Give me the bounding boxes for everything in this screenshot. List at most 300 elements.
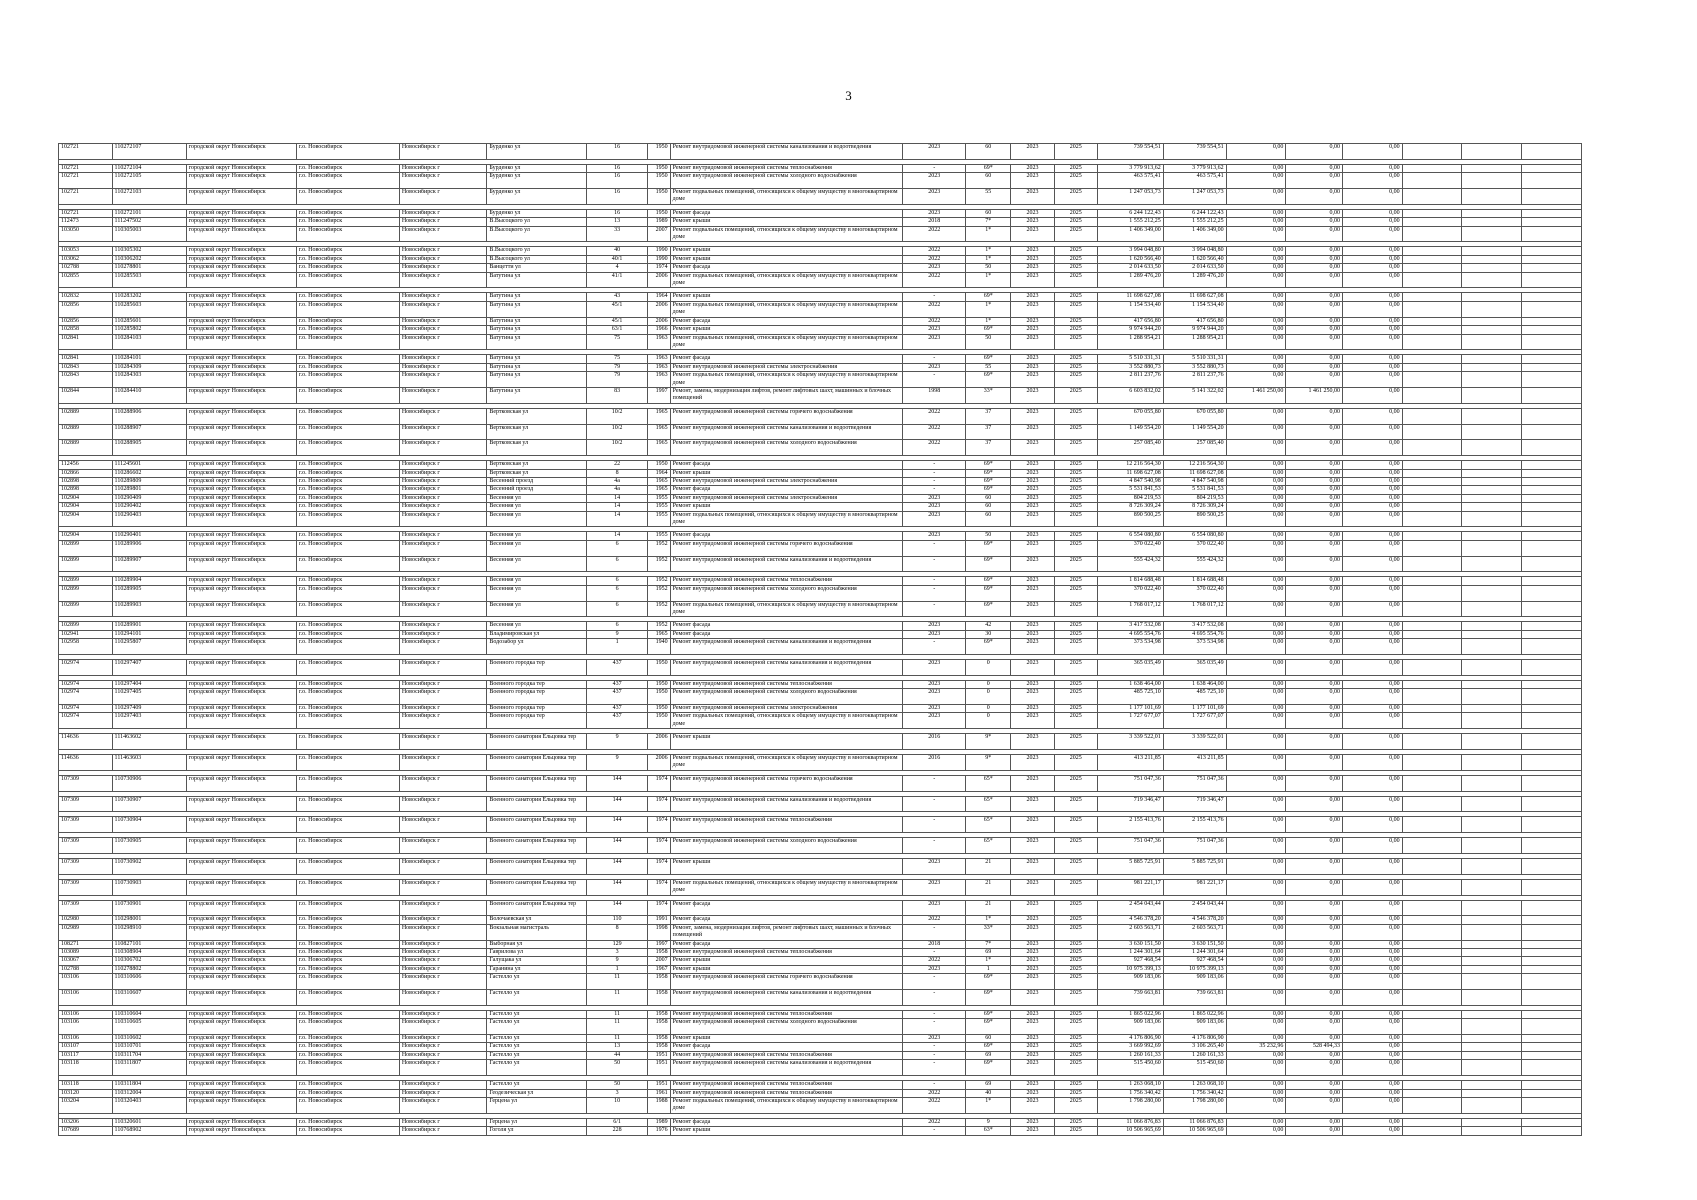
cell-empty: [1402, 255, 1462, 263]
cell-fund-cost: 751 047,36: [1163, 775, 1226, 791]
cell-locality: Новосибирск г: [399, 755, 487, 771]
cell-street: Волочаевская ул: [487, 916, 587, 924]
cell-work-id: 110298001: [112, 916, 186, 924]
cell-street: Весенняя ул: [487, 511, 587, 527]
cell-empty: [1522, 408, 1582, 424]
cell-budget-cost: 0,00: [1226, 924, 1286, 940]
cell-other-cost: 0,00: [1286, 247, 1343, 255]
cell-locality: Новосибирск г: [399, 218, 487, 226]
cell-house-number: 16: [587, 173, 648, 189]
cell-plan-start: 2023: [1011, 900, 1054, 916]
cell-municipal-district: городской округ Новосибирск: [186, 755, 296, 771]
cell-plan-start: 2023: [1011, 796, 1054, 812]
cell-empty: [1402, 859, 1462, 875]
cell-municipal-entity: г.о. Новосибирск: [296, 511, 399, 527]
cell-work-id: 110306702: [112, 957, 186, 965]
cell-extra-cost: 0,00: [1342, 511, 1402, 527]
cell-fund-cost: 4 847 540,98: [1163, 477, 1226, 485]
cell-total-cost: 6 244 122,43: [1097, 209, 1163, 217]
cell-build-year: 1967: [647, 965, 670, 973]
cell-street: Вертковская ул: [487, 424, 587, 440]
cell-last-repair-year: 2023: [903, 713, 966, 729]
cell-build-year: 1958: [647, 1035, 670, 1043]
cell-municipal-entity: г.о. Новосибирск: [296, 639, 399, 655]
cell-extra-cost: 0,00: [1342, 494, 1402, 502]
cell-build-year: 1964: [647, 293, 670, 301]
cell-empty: [1522, 272, 1582, 288]
cell-last-repair-year: 2018: [903, 940, 966, 948]
cell-empty: [1402, 957, 1462, 965]
cell-house-number: 4а: [587, 486, 648, 494]
cell-last-repair-year: 2022: [903, 1118, 966, 1126]
cell-empty: [1402, 363, 1462, 371]
cell-plan-end: 2025: [1054, 293, 1097, 301]
cell-municipal-entity: г.о. Новосибирск: [296, 775, 399, 791]
cell-total-cost: 370 022,40: [1097, 540, 1163, 556]
cell-house-id: 102899: [59, 577, 113, 585]
cell-work-type: Ремонт внутридомовой инженерной системы электроснабжения: [670, 705, 903, 713]
cell-other-cost: 0,00: [1286, 469, 1343, 477]
cell-street: Военного санатория Ельцовка тер: [487, 775, 587, 791]
cell-other-cost: 0,00: [1286, 144, 1343, 160]
cell-street: Весенняя ул: [487, 601, 587, 617]
cell-municipal-district: городской округ Новосибирск: [186, 577, 296, 585]
table-row: [59, 817, 1582, 833]
cell-empty: [1402, 577, 1462, 585]
cell-house-number: 8: [587, 469, 648, 477]
cell-wear-percent: 60: [966, 503, 1011, 511]
cell-work-id: 110310604: [112, 1010, 186, 1018]
cell-total-cost: 515 450,60: [1097, 1060, 1163, 1076]
cell-house-number: 14: [587, 503, 648, 511]
cell-house-id: 102856: [59, 317, 113, 325]
cell-build-year: 1950: [647, 705, 670, 713]
cell-fund-cost: 5 510 331,31: [1163, 355, 1226, 363]
cell-extra-cost: 0,00: [1342, 689, 1402, 705]
cell-work-type: Ремонт крыши: [670, 503, 903, 511]
cell-plan-start: 2023: [1011, 713, 1054, 729]
cell-municipal-entity: г.о. Новосибирск: [296, 940, 399, 948]
cell-total-cost: 1 756 340,42: [1097, 1089, 1163, 1097]
cell-build-year: 1976: [647, 1127, 670, 1135]
cell-locality: Новосибирск г: [399, 577, 487, 585]
cell-extra-cost: 0,00: [1342, 556, 1402, 572]
cell-municipal-district: городской округ Новосибирск: [186, 511, 296, 527]
cell-municipal-entity: г.о. Новосибирск: [296, 494, 399, 502]
cell-locality: Новосибирск г: [399, 326, 487, 334]
cell-empty: [1462, 1097, 1522, 1113]
cell-work-id: 110290409: [112, 494, 186, 502]
cell-budget-cost: 0,00: [1226, 879, 1286, 895]
cell-work-type: Ремонт внутридомовой инженерной системы электроснабжения: [670, 363, 903, 371]
cell-last-repair-year: 2022: [903, 957, 966, 965]
cell-locality: Новосибирск г: [399, 1118, 487, 1126]
cell-municipal-entity: г.о. Новосибирск: [296, 965, 399, 973]
cell-street: Военного санатория Ельцовка тер: [487, 838, 587, 854]
cell-locality: Новосибирск г: [399, 255, 487, 263]
cell-last-repair-year: 2023: [903, 705, 966, 713]
cell-wear-percent: 1*: [966, 301, 1011, 317]
cell-plan-end: 2025: [1054, 957, 1097, 965]
cell-locality: Новосибирск г: [399, 660, 487, 676]
cell-locality: Новосибирск г: [399, 957, 487, 965]
cell-last-repair-year: -: [903, 1060, 966, 1076]
cell-house-id: 102899: [59, 601, 113, 617]
cell-house-id: 102899: [59, 556, 113, 572]
cell-budget-cost: 0,00: [1226, 372, 1286, 388]
cell-last-repair-year: 2022: [903, 272, 966, 288]
cell-plan-start: 2023: [1011, 622, 1054, 630]
cell-empty: [1402, 1081, 1462, 1089]
cell-municipal-entity: г.о. Новосибирск: [296, 734, 399, 750]
cell-house-id: 103106: [59, 990, 113, 1006]
cell-house-id: 103117: [59, 1051, 113, 1059]
table-row: [59, 1097, 1582, 1113]
cell-budget-cost: 0,00: [1226, 1097, 1286, 1113]
cell-municipal-district: городской округ Новосибирск: [186, 264, 296, 272]
cell-house-number: 11: [587, 990, 648, 1006]
cell-locality: Новосибирск г: [399, 1089, 487, 1097]
cell-last-repair-year: 2023: [903, 622, 966, 630]
cell-empty: [1462, 1035, 1522, 1043]
cell-empty: [1462, 226, 1522, 242]
cell-municipal-district: городской округ Новосибирск: [186, 226, 296, 242]
table-row: [59, 775, 1582, 791]
cell-build-year: 1958: [647, 1010, 670, 1018]
cell-empty: [1462, 317, 1522, 325]
cell-empty: [1522, 218, 1582, 226]
cell-total-cost: 1 244 301,64: [1097, 949, 1163, 957]
cell-plan-end: 2025: [1054, 775, 1097, 791]
cell-extra-cost: 0,00: [1342, 817, 1402, 833]
cell-empty: [1522, 387, 1582, 403]
cell-municipal-district: городской округ Новосибирск: [186, 630, 296, 638]
cell-build-year: 1990: [647, 255, 670, 263]
cell-municipal-entity: г.о. Новосибирск: [296, 601, 399, 617]
cell-plan-start: 2023: [1011, 293, 1054, 301]
cell-budget-cost: 0,00: [1226, 334, 1286, 350]
cell-empty: [1462, 990, 1522, 1006]
cell-work-id: 110285601: [112, 317, 186, 325]
cell-work-id: 110284103: [112, 334, 186, 350]
cell-locality: Новосибирск г: [399, 990, 487, 1006]
cell-street: Военного санатория Ельцовка тер: [487, 755, 587, 771]
cell-empty: [1522, 189, 1582, 205]
cell-house-id: 103204: [59, 1097, 113, 1113]
cell-house-number: 144: [587, 838, 648, 854]
cell-street: Весенняя ул: [487, 503, 587, 511]
cell-locality: Новосибирск г: [399, 424, 487, 440]
table-row: [59, 1010, 1582, 1018]
cell-last-repair-year: -: [903, 1019, 966, 1035]
cell-work-type: Ремонт внутридомовой инженерной системы канализования и водоотведения: [670, 556, 903, 572]
cell-other-cost: 0,00: [1286, 965, 1343, 973]
cell-empty: [1522, 796, 1582, 812]
cell-plan-end: 2025: [1054, 879, 1097, 895]
cell-house-number: 1: [587, 965, 648, 973]
cell-house-number: 144: [587, 879, 648, 895]
cell-empty: [1462, 540, 1522, 556]
cell-municipal-district: городской округ Новосибирск: [186, 689, 296, 705]
cell-house-id: 103067: [59, 957, 113, 965]
cell-empty: [1522, 556, 1582, 572]
cell-empty: [1522, 532, 1582, 540]
cell-build-year: 1965: [647, 477, 670, 485]
table-row: [59, 494, 1582, 502]
table-row: [59, 990, 1582, 1006]
cell-house-number: 6: [587, 577, 648, 585]
cell-budget-cost: 0,00: [1226, 255, 1286, 263]
cell-municipal-entity: г.о. Новосибирск: [296, 1051, 399, 1059]
cell-fund-cost: 1 154 534,40: [1163, 301, 1226, 317]
cell-street: Весенний проезд: [487, 477, 587, 485]
cell-empty: [1522, 940, 1582, 948]
cell-plan-end: 2025: [1054, 577, 1097, 585]
cell-plan-start: 2023: [1011, 916, 1054, 924]
cell-municipal-entity: г.о. Новосибирск: [296, 334, 399, 350]
table-row: [59, 1127, 1582, 1135]
cell-fund-cost: 11 698 627,08: [1163, 293, 1226, 301]
cell-empty: [1522, 879, 1582, 895]
cell-last-repair-year: 2023: [903, 660, 966, 676]
cell-last-repair-year: 2022: [903, 317, 966, 325]
cell-municipal-district: городской округ Новосибирск: [186, 660, 296, 676]
cell-empty: [1402, 173, 1462, 189]
cell-locality: Новосибирск г: [399, 1051, 487, 1059]
cell-empty: [1522, 1010, 1582, 1018]
cell-extra-cost: 0,00: [1342, 974, 1402, 990]
cell-build-year: 1950: [647, 660, 670, 676]
cell-locality: Новосибирск г: [399, 226, 487, 242]
cell-municipal-district: городской округ Новосибирск: [186, 301, 296, 317]
cell-municipal-entity: г.о. Новосибирск: [296, 226, 399, 242]
cell-empty: [1402, 511, 1462, 527]
cell-empty: [1522, 1081, 1582, 1089]
cell-last-repair-year: 2022: [903, 408, 966, 424]
cell-house-id: 107689: [59, 1127, 113, 1135]
cell-locality: Новосибирск г: [399, 859, 487, 875]
cell-build-year: 1963: [647, 372, 670, 388]
cell-last-repair-year: -: [903, 639, 966, 655]
cell-empty: [1462, 879, 1522, 895]
table-row: [59, 622, 1582, 630]
cell-empty: [1462, 272, 1522, 288]
cell-plan-start: 2023: [1011, 1043, 1054, 1051]
cell-last-repair-year: 2016: [903, 755, 966, 771]
cell-fund-cost: 10 506 965,69: [1163, 1127, 1226, 1135]
cell-work-type: Ремонт внутридомовой инженерной системы холодного водоснабжения: [670, 173, 903, 189]
table-row: [59, 556, 1582, 572]
cell-fund-cost: 1 555 212,25: [1163, 218, 1226, 226]
cell-fund-cost: 739 663,81: [1163, 990, 1226, 1006]
cell-budget-cost: 0,00: [1226, 577, 1286, 585]
cell-wear-percent: 69*: [966, 1043, 1011, 1051]
cell-plan-end: 2025: [1054, 1097, 1097, 1113]
cell-work-type: Ремонт внутридомовой инженерной системы канализования и водоотведения: [670, 660, 903, 676]
cell-street: Военного санатория Ельцовка тер: [487, 879, 587, 895]
cell-street: Ватутина ул: [487, 326, 587, 334]
cell-total-cost: 1 263 068,10: [1097, 1081, 1163, 1089]
cell-last-repair-year: 2023: [903, 363, 966, 371]
cell-municipal-district: городской округ Новосибирск: [186, 1035, 296, 1043]
cell-wear-percent: 0: [966, 660, 1011, 676]
cell-plan-end: 2025: [1054, 247, 1097, 255]
cell-budget-cost: 0,00: [1226, 796, 1286, 812]
cell-budget-cost: 0,00: [1226, 494, 1286, 502]
cell-empty: [1402, 556, 1462, 572]
cell-work-type: Ремонт крыши: [670, 734, 903, 750]
cell-total-cost: 670 055,80: [1097, 408, 1163, 424]
cell-work-type: Ремонт внутридомовой инженерной системы теплоснабжения: [670, 577, 903, 585]
cell-extra-cost: 0,00: [1342, 440, 1402, 456]
cell-empty: [1462, 408, 1522, 424]
cell-locality: Новосибирск г: [399, 511, 487, 527]
cell-wear-percent: 69*: [966, 974, 1011, 990]
cell-build-year: 2007: [647, 226, 670, 242]
cell-plan-start: 2023: [1011, 734, 1054, 750]
cell-fund-cost: 4 176 806,90: [1163, 1035, 1226, 1043]
cell-other-cost: 0,00: [1286, 900, 1343, 916]
cell-empty: [1402, 689, 1462, 705]
cell-fund-cost: 2 014 633,50: [1163, 264, 1226, 272]
cell-empty: [1402, 940, 1462, 948]
cell-municipal-district: городской округ Новосибирск: [186, 1051, 296, 1059]
cell-total-cost: 1 288 954,21: [1097, 334, 1163, 350]
cell-empty: [1462, 639, 1522, 655]
cell-work-type: Ремонт фасада: [670, 532, 903, 540]
cell-fund-cost: 257 085,40: [1163, 440, 1226, 456]
table-row: [59, 1081, 1582, 1089]
cell-work-type: Ремонт фасада: [670, 622, 903, 630]
cell-house-id: 103053: [59, 247, 113, 255]
cell-house-id: 102889: [59, 424, 113, 440]
cell-plan-end: 2025: [1054, 326, 1097, 334]
cell-wear-percent: 1*: [966, 317, 1011, 325]
cell-fund-cost: 370 022,40: [1163, 585, 1226, 601]
cell-work-id: 110730902: [112, 859, 186, 875]
cell-extra-cost: 0,00: [1342, 577, 1402, 585]
cell-other-cost: 0,00: [1286, 372, 1343, 388]
cell-wear-percent: 65*: [966, 796, 1011, 812]
table-row: [59, 301, 1582, 317]
cell-work-type: Ремонт фасада: [670, 461, 903, 469]
cell-house-number: 50: [587, 1060, 648, 1076]
cell-house-id: 102904: [59, 494, 113, 502]
cell-other-cost: 0,00: [1286, 957, 1343, 965]
table-row: [59, 949, 1582, 957]
cell-budget-cost: 0,00: [1226, 477, 1286, 485]
cell-budget-cost: 0,00: [1226, 689, 1286, 705]
cell-last-repair-year: -: [903, 1010, 966, 1018]
cell-fund-cost: 1 756 340,42: [1163, 1089, 1226, 1097]
cell-wear-percent: 63*: [966, 1127, 1011, 1135]
cell-plan-end: 2025: [1054, 1010, 1097, 1018]
cell-plan-end: 2025: [1054, 817, 1097, 833]
cell-plan-end: 2025: [1054, 639, 1097, 655]
cell-locality: Новосибирск г: [399, 334, 487, 350]
cell-plan-end: 2025: [1054, 949, 1097, 957]
cell-house-id: 103062: [59, 255, 113, 263]
cell-wear-percent: 0: [966, 705, 1011, 713]
cell-work-id: 110284309: [112, 363, 186, 371]
cell-street: Галущака ул: [487, 957, 587, 965]
cell-plan-end: 2025: [1054, 556, 1097, 572]
cell-house-id: 102889: [59, 408, 113, 424]
cell-empty: [1522, 585, 1582, 601]
table-row: [59, 226, 1582, 242]
cell-last-repair-year: 2022: [903, 440, 966, 456]
cell-house-number: 4: [587, 264, 648, 272]
cell-street: Весенняя ул: [487, 494, 587, 502]
cell-work-type: Ремонт, замена, модернизация лифтов, ремонт лифтовых шахт, машинных и блочных помещений: [670, 387, 903, 403]
cell-locality: Новосибирск г: [399, 469, 487, 477]
cell-empty: [1462, 1010, 1522, 1018]
cell-build-year: 1965: [647, 424, 670, 440]
cell-total-cost: 1 247 053,73: [1097, 189, 1163, 205]
cell-house-id: 107309: [59, 879, 113, 895]
cell-last-repair-year: -: [903, 974, 966, 990]
cell-budget-cost: 35 232,96: [1226, 1043, 1286, 1051]
cell-total-cost: 6 603 832,02: [1097, 387, 1163, 403]
cell-total-cost: 11 698 627,08: [1097, 469, 1163, 477]
cell-budget-cost: 0,00: [1226, 1019, 1286, 1035]
cell-plan-start: 2023: [1011, 355, 1054, 363]
cell-house-number: 75: [587, 355, 648, 363]
cell-locality: Новосибирск г: [399, 164, 487, 172]
cell-municipal-district: городской округ Новосибирск: [186, 424, 296, 440]
table-row: [59, 1035, 1582, 1043]
cell-plan-end: 2025: [1054, 469, 1097, 477]
cell-total-cost: 2 014 633,50: [1097, 264, 1163, 272]
cell-plan-start: 2023: [1011, 859, 1054, 875]
cell-fund-cost: 719 346,47: [1163, 796, 1226, 812]
cell-other-cost: 0,00: [1286, 272, 1343, 288]
cell-work-id: 110730907: [112, 796, 186, 812]
cell-empty: [1402, 949, 1462, 957]
cell-last-repair-year: 2023: [903, 630, 966, 638]
cell-street: Вертковская ул: [487, 408, 587, 424]
cell-empty: [1522, 173, 1582, 189]
cell-wear-percent: 60: [966, 209, 1011, 217]
cell-budget-cost: 0,00: [1226, 705, 1286, 713]
cell-empty: [1522, 965, 1582, 973]
cell-house-id: 103050: [59, 226, 113, 242]
cell-house-number: 11: [587, 974, 648, 990]
cell-total-cost: 2 454 043,44: [1097, 900, 1163, 916]
cell-municipal-district: городской округ Новосибирск: [186, 355, 296, 363]
cell-house-id: 103107: [59, 1043, 113, 1051]
cell-empty: [1402, 387, 1462, 403]
cell-house-number: 1: [587, 639, 648, 655]
cell-work-id: 110297409: [112, 705, 186, 713]
cell-municipal-district: городской округ Новосибирск: [186, 734, 296, 750]
table-row: [59, 734, 1582, 750]
cell-house-id: 102974: [59, 680, 113, 688]
cell-other-cost: 0,00: [1286, 1127, 1343, 1135]
cell-municipal-entity: г.о. Новосибирск: [296, 440, 399, 456]
cell-empty: [1462, 355, 1522, 363]
cell-empty: [1462, 440, 1522, 456]
cell-last-repair-year: -: [903, 540, 966, 556]
cell-house-id: 103089: [59, 949, 113, 957]
cell-plan-end: 2025: [1054, 440, 1097, 456]
cell-fund-cost: 2 811 237,76: [1163, 372, 1226, 388]
cell-other-cost: 0,00: [1286, 301, 1343, 317]
cell-street: Весенний проезд: [487, 486, 587, 494]
cell-municipal-district: городской округ Новосибирск: [186, 796, 296, 812]
cell-work-type: Ремонт внутридомовой инженерной системы горячего водоснабжения: [670, 408, 903, 424]
cell-municipal-district: городской округ Новосибирск: [186, 326, 296, 334]
